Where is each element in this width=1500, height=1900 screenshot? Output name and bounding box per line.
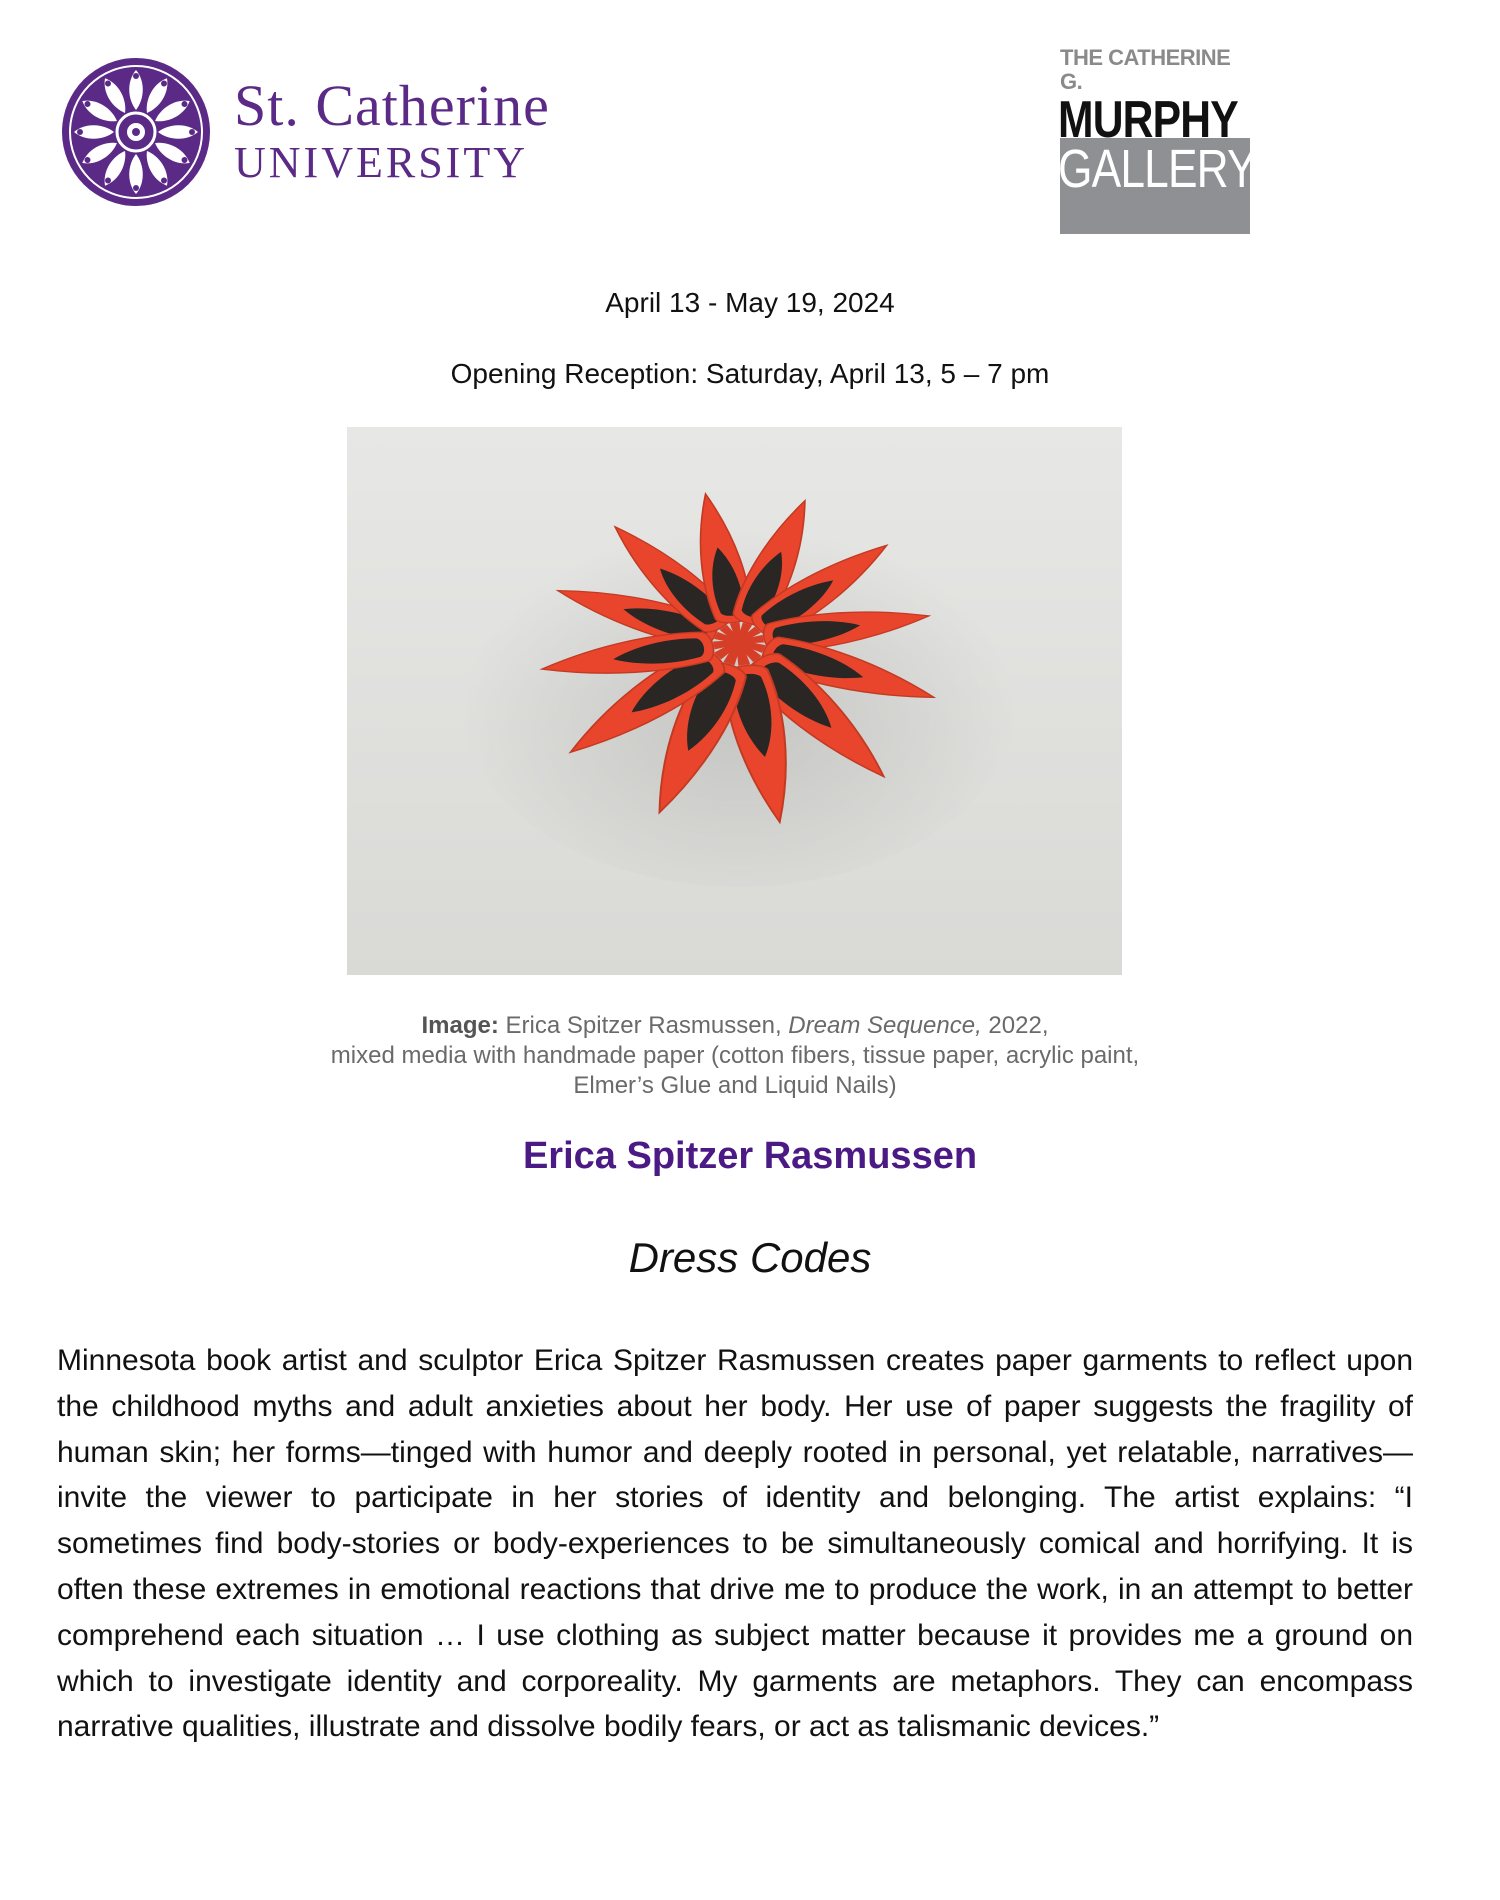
gallery-logo-gallery: GALLERY xyxy=(1058,139,1256,199)
caption-label: Image: xyxy=(421,1012,499,1039)
page-header xyxy=(0,0,1500,240)
caption-year: 2022, xyxy=(988,1012,1049,1039)
artist-name: Erica Spitzer Rasmussen xyxy=(522,1135,978,1177)
exhibition-dates: April 13 - May 19, 2024 xyxy=(605,287,895,318)
gallery-logo-murphy: MURPHY xyxy=(1058,91,1238,149)
artwork-photo xyxy=(347,427,1122,975)
red-shoes-image xyxy=(347,427,1122,975)
exhibition-title: Dress Codes xyxy=(628,1234,872,1281)
image-caption xyxy=(300,1011,1170,1101)
caption-work-title: Dream Sequence, xyxy=(788,1012,982,1039)
university-name-line1: St. Catherine xyxy=(234,73,550,138)
murphy-gallery-logo xyxy=(1058,45,1256,234)
st-catherine-university-logo xyxy=(60,56,550,208)
university-wordmark xyxy=(234,73,550,187)
rose-window-icon xyxy=(60,56,212,208)
exhibition-description: Minnesota book artist and sculptor Erica Spitzer Rasmussen creates paper garments to reflect upon the childhood myths and adult anxieties about her body. Her use of paper suggests the fragility of human skin; her forms—tinged with humor and deeply rooted in personal, yet relatable, narratives—invite the viewer to participate in her stories of identity and belonging. The artist explains: “I sometimes find body-stories or body-experiences to be simultaneously comical and horrifying. It is often these extremes in emotional reactions that drive me to produce the work, in an attempt to better comprehend each situation … I use clothing as subject matter because it provides me a ground on which to investigate identity and corporeality. My garments are metaphors. They can encompass narrative qualities, illustrate and dissolve bodily fears, or act as talismanic devices.” xyxy=(57,1344,1413,1744)
university-name-line2: UNIVERSITY xyxy=(234,138,528,187)
gallery-logo-top: THE CATHERINE G. xyxy=(1060,45,1231,94)
caption-medium: mixed media with handmade paper (cotton fibers, tissue paper, acrylic paint, Elmer’s Glue and Liquid Nails) xyxy=(330,1042,1140,1099)
opening-reception: Opening Reception: Saturday, April 13, 5 – 7 pm xyxy=(450,358,1050,389)
caption-artist: Erica Spitzer Rasmussen, xyxy=(505,1012,782,1039)
gallery-logo-block xyxy=(1058,91,1256,234)
